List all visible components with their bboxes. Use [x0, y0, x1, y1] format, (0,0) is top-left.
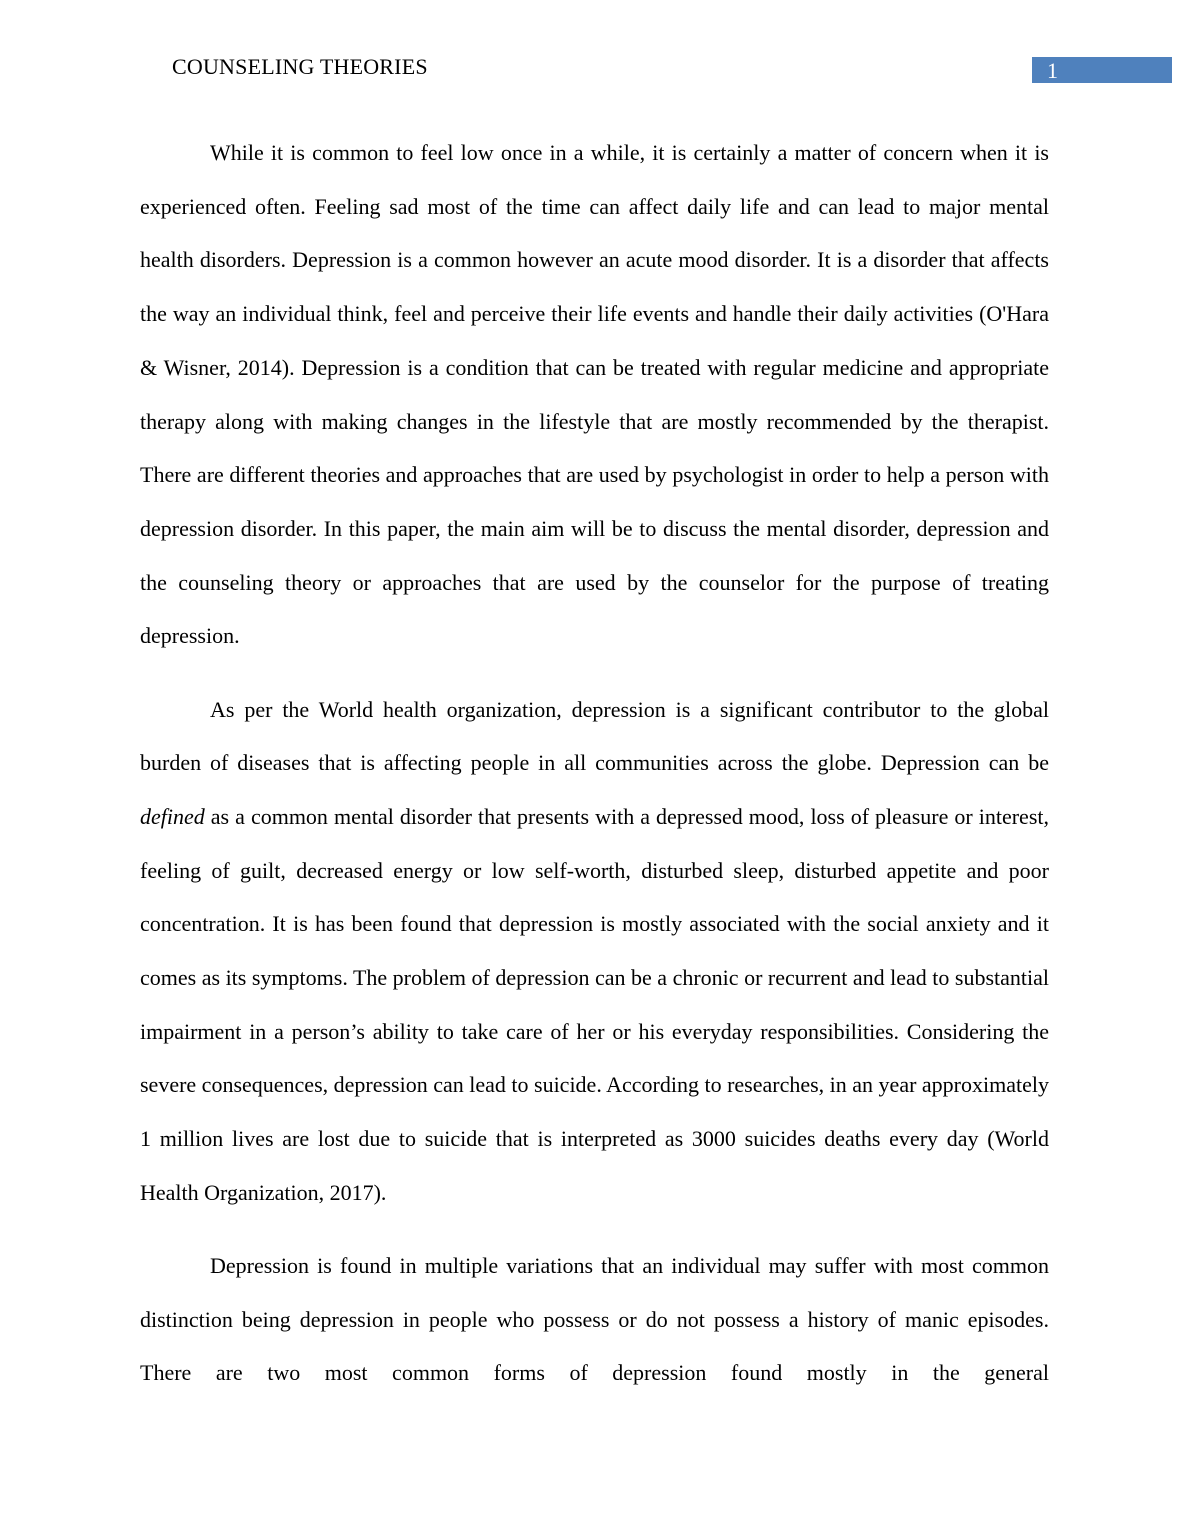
- paragraph-introduction: While it is common to feel low once in a while, it is certainly a matter of concern when it is experienced often. Feeling sad most of the time can affect daily life and can lead to major mental health disorders. Depression is a common however an acute mood disorder. It is a disorder that affects the way an individual think, feel and perceive their life events and handle their daily activities (O'Hara & Wisner, 2014). Depression is a condition that can be treated with regular medicine and appropriate therapy along with making changes in the lifestyle that are mostly recommended by the therapist. There are different theories and approaches that are used by psychologist in order to help a person with depression disorder. In this paper, the main aim will be to discuss the mental disorder, depression and the counseling theory or approaches that are used by the counselor for the purpose of treating depression.: [140, 140, 1049, 649]
- emphasis-defined: defined: [140, 803, 205, 829]
- paragraph-who-definition: [140, 683, 1049, 1220]
- paragraph-variations: Depression is found in multiple variations that an individual may suffer with most common distinction being depression in people who possess or do not possess a history of manic episodes. There are two most common forms of depression found mostly in the general: [140, 1253, 1049, 1386]
- page-number: 1: [1047, 58, 1058, 83]
- running-head-title: COUNSELING THEORIES: [172, 54, 428, 79]
- paragraph-who-lead: As per the World health organization, depression is a significant contributor to the global burden of diseases that is affecting people in all communities across the globe. Depression can be: [140, 696, 1049, 776]
- paragraph-who-rest: as a common mental disorder that presents with a depressed mood, loss of pleasure or interest, feeling of guilt, decreased energy or low self-worth, disturbed sleep, disturbed appetite and poor concentration. It is has been found that depression is mostly associated with the social anxiety and it comes as its symptoms. The problem of depression can be a chronic or recurrent and lead to substantial impairment in a person’s ability to take care of her or his everyday responsibilities. Considering the severe consequences, depression can lead to suicide. According to researches, in an year approximately 1 million lives are lost due to suicide that is interpreted as 3000 suicides deaths every day (World Health Organization, 2017).: [140, 803, 1049, 1205]
- page-number-box: [1032, 57, 1172, 83]
- document-body: [140, 126, 1049, 1400]
